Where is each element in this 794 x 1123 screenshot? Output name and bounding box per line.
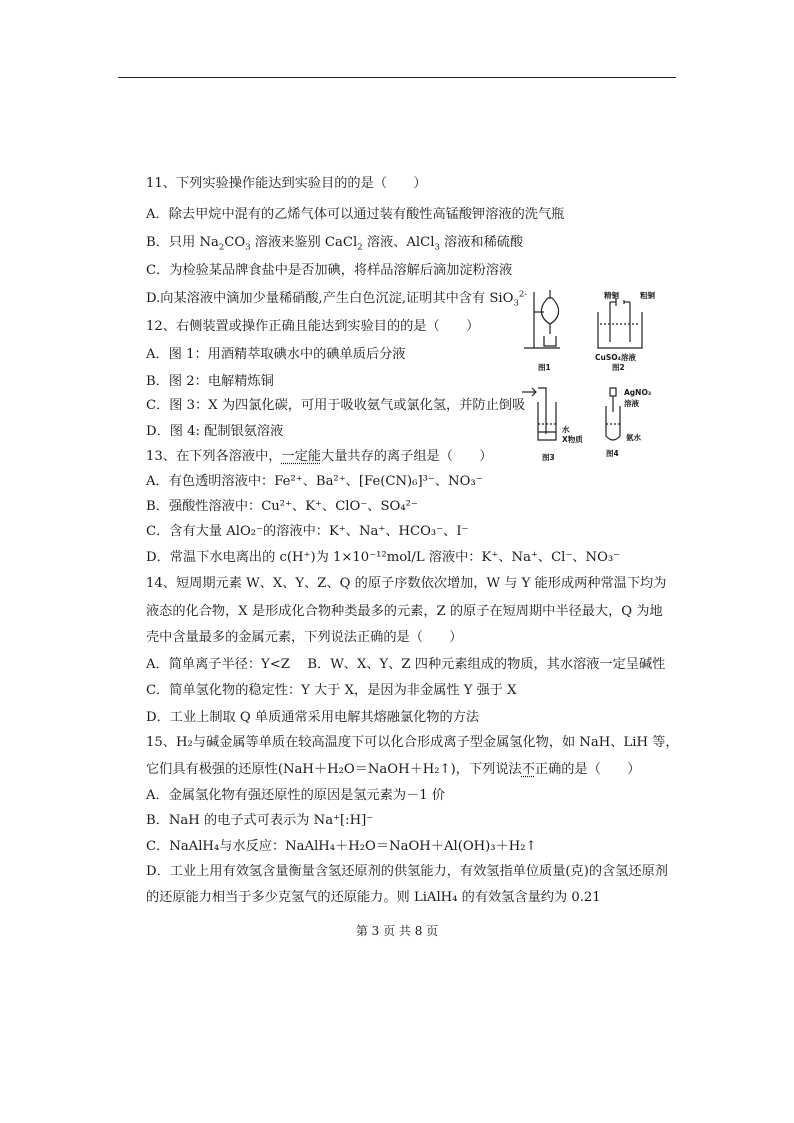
q12-option-c: C．图 3：X 为四氯化碳，可用于吸收氨气或氯化氢，并防止倒吸	[146, 398, 526, 413]
q13-stem: 13、在下列各溶液中，一定能大量共存的离子组是（ ）	[146, 449, 493, 464]
q15-option-c: C．NaAlH₄与水反应：NaAlH₄＋H₂O＝NaOH＋Al(OH)₃＋H₂↑	[146, 839, 537, 854]
figure-3-absorption	[522, 388, 556, 440]
q12-option-d: D．图 4: 配制银氨溶液	[146, 424, 284, 439]
figure-2-electrolysis	[598, 298, 642, 348]
q13-option-d: D．常温下水电离出的 c(H⁺)为 1×10⁻¹²mol/L 溶液中：K⁺、Na⁺、Cl⁻、NO₃⁻	[146, 550, 621, 565]
q14-option-c: C．简单氢化物的稳定性：Y 大于 X，是因为非金属性 Y 强于 X	[146, 683, 517, 698]
q14-stem-line-2: 液态的化合物，X 是形成化合物种类最多的元素，Z 的原子在短周期中半径最大，Q 为地	[146, 604, 663, 619]
label-x-substance: X物质	[562, 435, 583, 444]
q15-stem-line-1: 15、H₂与碱金属等单质在较高温度下可以化合形成离子型金属氢化物，如 NaH、LiH 等，	[146, 735, 679, 750]
label-ammonia: 氨水	[626, 433, 641, 442]
header-rule	[118, 77, 676, 78]
figure-4-silver-ammonia	[606, 388, 620, 440]
q12-option-b: B．图 2：电解精炼铜	[146, 374, 274, 389]
q15-stem-line-2: 它们具有极强的还原性(NaH＋H₂O＝NaOH＋H₂↑)，下列说法不正确的是（ ）	[146, 762, 641, 777]
q15-option-b: B．NaH 的电子式可表示为 Na⁺[:H]⁻	[146, 813, 374, 828]
q15-option-a: A．金属氢化物有强还原性的原因是氢元素为－1 价	[146, 788, 446, 803]
fig4-label: 图4	[606, 449, 619, 458]
q13-option-c: C．含有大量 AlO₂⁻的溶液中：K⁺、Na⁺、HCO₃⁻、I⁻	[146, 524, 469, 539]
q13-option-a: A．有色透明溶液中：Fe²⁺、Ba²⁺、[Fe(CN)₆]³⁻、NO₃⁻	[146, 474, 483, 489]
page-footer: 第 3 页 共 8 页	[355, 924, 439, 938]
q15-option-d-line-2: 的还原能力相当于多少克氢气的还原能力。则 LiAlH₄ 的有效氢含量约为 0.21	[146, 890, 601, 905]
q12-stem: 12、右侧装置或操作正确且能达到实验目的的是（ ）	[146, 319, 480, 334]
q11-option-b: B．只用 $Na_2CO_3$ 溶液来鉴别 CaCl$_2$ 溶液、AlCl$_3$ 溶液和稀硫酸	[146, 235, 524, 253]
q11-stem: 11、下列实验操作能达到实验目的的是（ ）	[146, 176, 427, 191]
q11-option-c: C．为检验某品牌食盐中是否加碘，将样品溶解后滴加淀粉溶液	[146, 263, 513, 278]
label-water: 水	[562, 425, 570, 434]
q13-option-b: B．强酸性溶液中：Cu²⁺、K⁺、ClO⁻、SO₄²⁻	[146, 499, 418, 514]
q14-stem-line-1: 14、短周期元素 W、X、Y、Z、Q 的原子序数依次增加，W 与 Y 能形成两种常温下均为	[146, 576, 667, 591]
q11-option-d: D.向某溶液中滴加少量稀硝酸,产生白色沉淀,证明其中含有 SiO$_3^{2-}$	[146, 289, 528, 309]
fig2-label: 图2	[612, 363, 625, 372]
label-cuso4: CuSO₄溶液	[595, 353, 636, 362]
q15-option-d-line-1: D．工业上用有效氢含量衡量含氢还原剂的供氢能力，有效氢指单位质量(克)的含氢还原剂	[146, 864, 668, 879]
label-pure-copper: 精铜	[604, 291, 619, 300]
q12-option-a: A．图 1：用酒精萃取碘水中的碘单质后分液	[146, 347, 406, 362]
label-agno3: AgNO₃	[624, 388, 652, 397]
figure-1-separatory-funnel	[524, 290, 560, 348]
label-solution: 溶液	[624, 399, 639, 408]
fig1-label: 图1	[538, 363, 551, 372]
fig3-label: 图3	[542, 453, 555, 462]
q14-stem-line-3: 壳中含量最多的金属元素，下列说法正确的是（ ）	[146, 630, 463, 645]
q14-option-d: D．工业上制取 Q 单质通常采用电解其熔融氯化物的方法	[146, 710, 480, 725]
q11-option-a: A．除去甲烷中混有的乙烯气体可以通过装有酸性高锰酸钾溶液的洗气瓶	[146, 207, 565, 222]
q14-option-ab: A．简单离子半径：Y<Z B．W、X、Y、Z 四种元素组成的物质，其水溶液一定呈碱性	[146, 657, 666, 672]
label-crude-copper: 粗铜	[640, 291, 655, 300]
